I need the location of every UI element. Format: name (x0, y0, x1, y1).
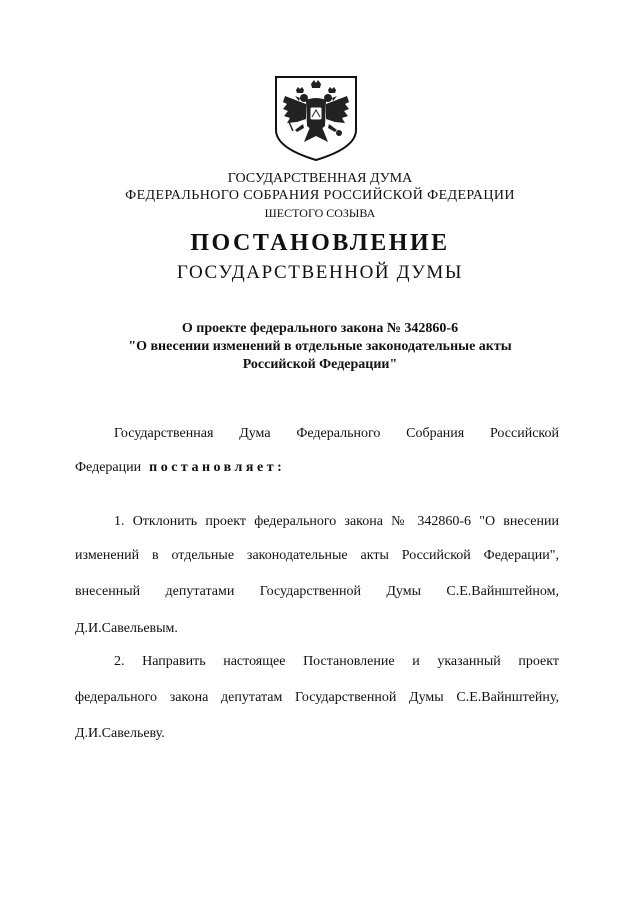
reference-line-2: "О внесении изменений в отдельные законодательные акты (128, 339, 512, 354)
item-2-line-1: 2. Направить настоящее Постановление и указанный проект (114, 654, 559, 669)
decree-verb: постановляет: (149, 460, 286, 475)
item-2-line-3: Д.И.Савельеву. (75, 726, 165, 741)
reference-line-3: Российской Федерации" (242, 357, 398, 372)
coat-of-arms-icon (273, 74, 359, 162)
header-line-3: ШЕСТОГО СОЗЫВА (264, 206, 376, 220)
intro-line-1: Государственная Дума Федерального Собрания Российской (114, 426, 559, 441)
header-line-2: ФЕДЕРАЛЬНОГО СОБРАНИЯ РОССИЙСКОЙ ФЕДЕРАЦИИ (125, 188, 515, 203)
intro-line-2 (75, 460, 559, 476)
item-1-line-1: 1. Отклонить проект федерального закона № 342860-6 "О внесении (114, 514, 559, 529)
item-1-line-2: изменений в отдельные законодательные акты Российской Федерации", (75, 548, 559, 563)
document-title: ПОСТАНОВЛЕНИЕ (190, 230, 450, 256)
document-subtitle: ГОСУДАРСТВЕННОЙ ДУМЫ (176, 262, 464, 283)
header-line-1: ГОСУДАРСТВЕННАЯ ДУМА (227, 171, 413, 186)
item-2-line-2: федерального закона депутатам Государственной Думы С.Е.Вайнштейну, (75, 690, 559, 705)
intro-line-2-text: Федерации (75, 460, 142, 475)
reference-line-1: О проекте федерального закона № 342860-6 (181, 321, 459, 336)
item-1-line-4: Д.И.Савельевым. (75, 621, 178, 636)
item-1-line-3: внесенный депутатами Государственной Думы С.Е.Вайнштейном, (75, 584, 559, 599)
